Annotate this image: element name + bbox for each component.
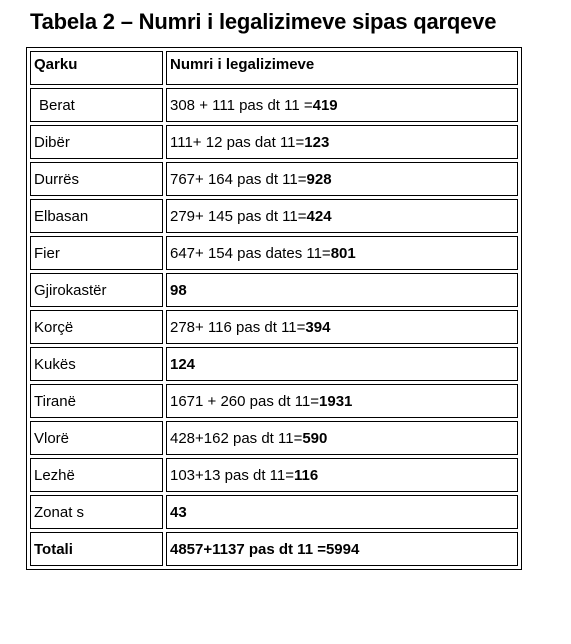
cell-numri [166, 310, 518, 344]
cell-qarku: Vlorë [30, 421, 163, 455]
cell-qarku: Tiranë [30, 384, 163, 418]
table-row [30, 88, 518, 122]
cell-qarku: Fier [30, 236, 163, 270]
cell-numri [166, 199, 518, 233]
cell-numri-text: 767+ 164 pas dt 11= [170, 170, 307, 188]
cell-numri-total: 123 [304, 133, 330, 151]
table-row [30, 347, 518, 381]
cell-numri-text: 278+ 116 pas dt 11= [170, 318, 306, 336]
cell-numri [166, 273, 518, 307]
table-row [30, 236, 518, 270]
table-row [30, 458, 518, 492]
cell-qarku: Elbasan [30, 199, 163, 233]
header-cell-numri: Numri i legalizimeve [166, 51, 518, 85]
cell-numri-total: 424 [306, 207, 332, 225]
cell-numri-total: 124 [170, 355, 196, 373]
cell-qarku: Zonat s [30, 495, 163, 529]
cell-numri-total: 419 [312, 96, 338, 114]
cell-numri [166, 421, 518, 455]
cell-numri [166, 458, 518, 492]
cell-numri-total: 928 [306, 170, 332, 188]
cell-totali-label: Totali [30, 532, 163, 566]
cell-numri [166, 495, 518, 529]
table-row [30, 199, 518, 233]
cell-totali-value: 4857+1137 pas dt 11 =5994 [166, 532, 518, 566]
legalizations-table [26, 47, 522, 570]
cell-numri [166, 88, 518, 122]
table-row [30, 384, 518, 418]
table-row [30, 125, 518, 159]
table-row [30, 162, 518, 196]
cell-numri-text: 103+13 pas dt 11= [170, 466, 294, 484]
cell-numri-text: 279+ 145 pas dt 11= [170, 207, 307, 225]
cell-numri [166, 236, 518, 270]
table-total-row [30, 532, 518, 566]
cell-numri-total: 116 [294, 466, 319, 484]
cell-qarku: Gjirokastër [30, 273, 163, 307]
cell-qarku: Durrës [30, 162, 163, 196]
table-row [30, 421, 518, 455]
cell-numri [166, 125, 518, 159]
cell-qarku: Kukës [30, 347, 163, 381]
cell-numri [166, 384, 518, 418]
cell-numri-total: 1931 [319, 392, 353, 410]
table-row [30, 273, 518, 307]
cell-qarku: Berat [30, 88, 163, 122]
cell-numri [166, 347, 518, 381]
cell-numri-text: 1671 + 260 pas dt 11= [170, 392, 320, 410]
cell-numri-total: 43 [170, 503, 187, 521]
cell-numri-text: 111+ 12 pas dat 11= [170, 133, 305, 151]
cell-numri-text: 428+162 pas dt 11= [170, 429, 303, 447]
table-header-row [30, 51, 518, 85]
cell-numri-text: 308 + 111 pas dt 11 = [170, 96, 313, 114]
cell-numri-total: 801 [330, 244, 356, 262]
cell-numri-total: 590 [302, 429, 328, 447]
table-row [30, 495, 518, 529]
header-cell-qarku: Qarku [30, 51, 163, 85]
cell-numri-total: 98 [170, 281, 187, 299]
cell-numri-total: 394 [305, 318, 331, 336]
cell-qarku: Korçë [30, 310, 163, 344]
cell-numri [166, 162, 518, 196]
table-row [30, 310, 518, 344]
cell-qarku: Dibër [30, 125, 163, 159]
cell-qarku: Lezhë [30, 458, 163, 492]
table-title: Tabela 2 – Numri i legalizimeve sipas qarqeve [30, 9, 497, 34]
cell-numri-text: 647+ 154 pas dates 11= [170, 244, 331, 262]
